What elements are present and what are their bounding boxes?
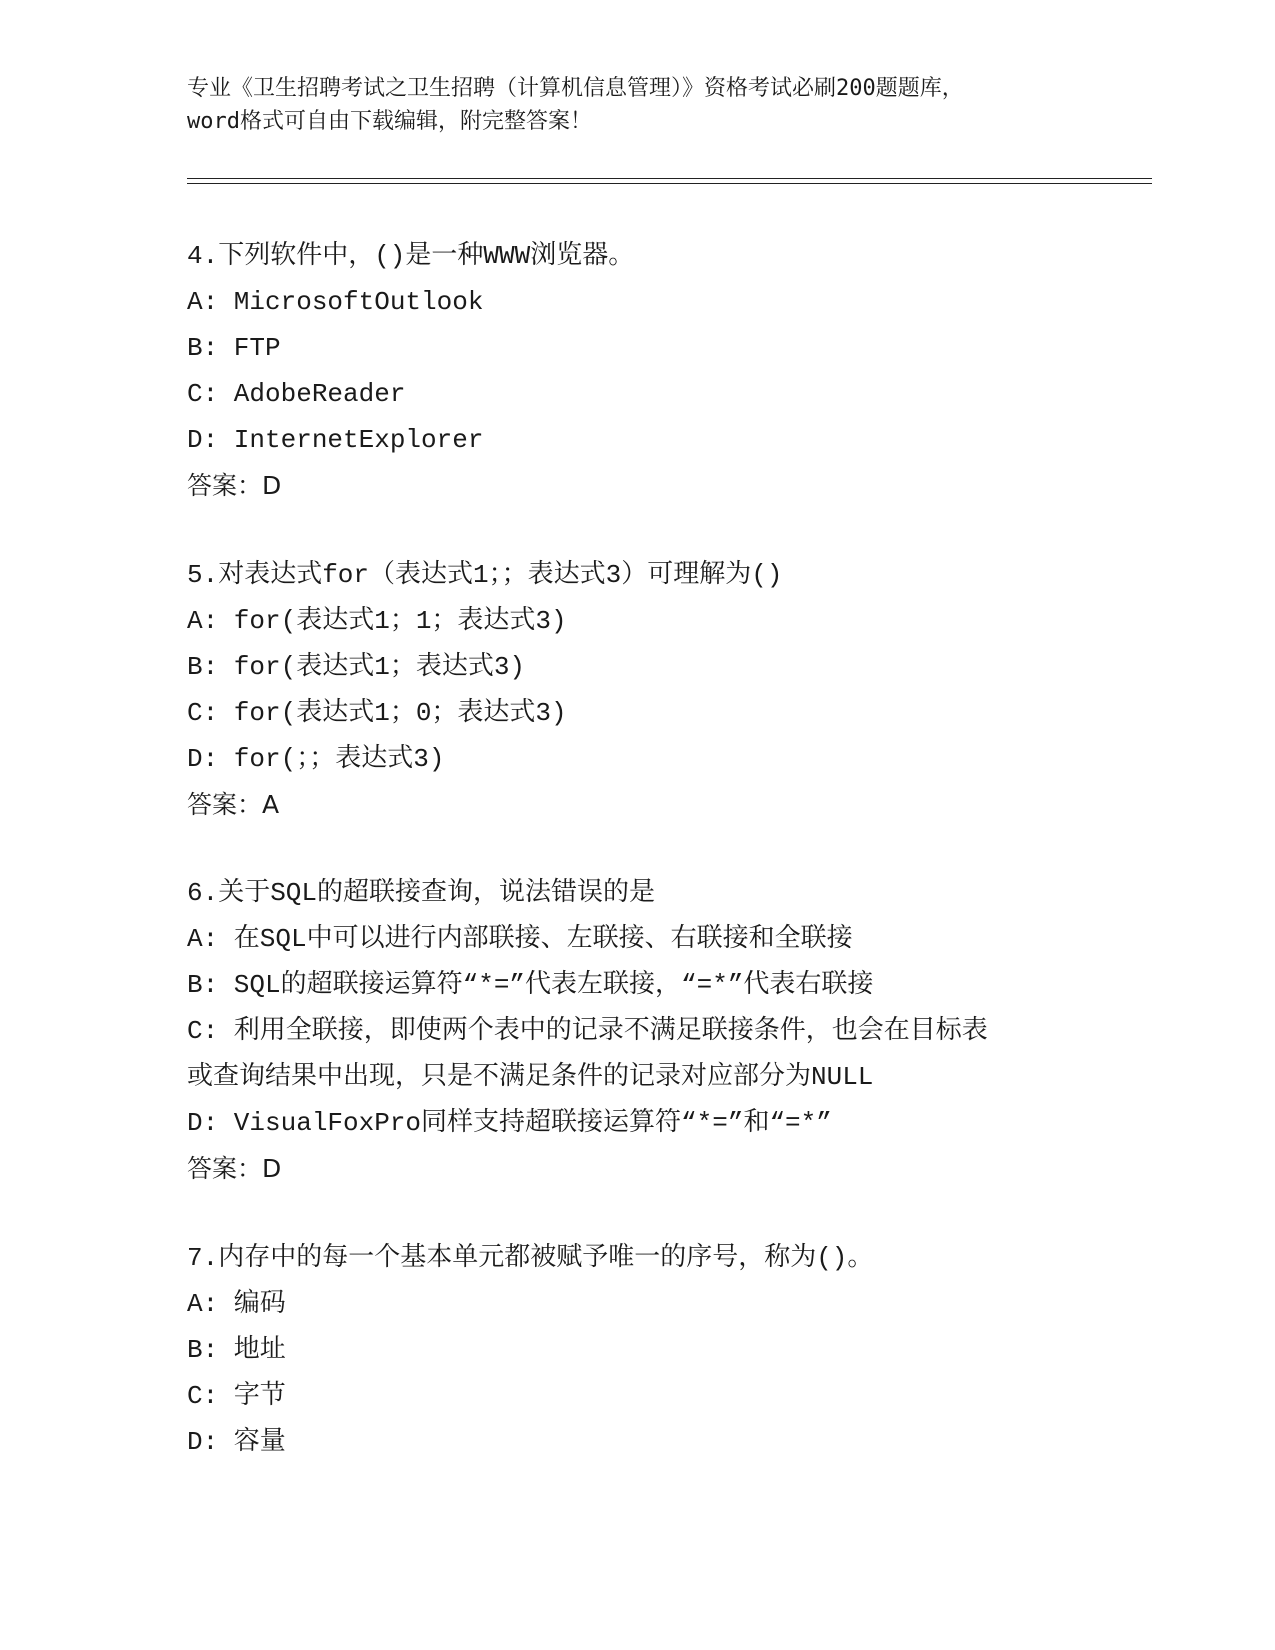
- question-stem: 7.内存中的每一个基本单元都被赋予唯一的序号，称为()。: [187, 1243, 874, 1273]
- option-b: B: FTP: [187, 333, 281, 363]
- option-b: B: 地址: [187, 1335, 286, 1365]
- option-c: C: for(表达式1；0；表达式3): [187, 698, 567, 728]
- option-d: D: InternetExplorer: [187, 425, 484, 455]
- question-stem: 6.关于SQL的超联接查询，说法错误的是: [187, 878, 656, 908]
- option-a: A: MicrosoftOutlook: [187, 287, 484, 317]
- question-4: [187, 233, 1147, 509]
- header-line-2: word格式可自由下载编辑，附完整答案！: [187, 109, 592, 134]
- answer-label: 答案：D: [187, 471, 282, 500]
- option-a: A: 在SQL中可以进行内部联接、左联接、右联接和全联接: [187, 924, 853, 954]
- option-c-continued: 或查询结果中出现，只是不满足条件的记录对应部分为NULL: [187, 1062, 874, 1092]
- document-header: [187, 72, 1087, 138]
- option-c: C: 字节: [187, 1381, 286, 1411]
- option-b: B: for(表达式1；表达式3): [187, 652, 526, 682]
- answer-label: 答案：D: [187, 1154, 282, 1183]
- option-d: D: 容量: [187, 1427, 286, 1457]
- question-stem: 5.对表达式for（表达式1；；表达式3）可理解为(): [187, 560, 783, 590]
- answer-label: 答案：A: [187, 790, 280, 819]
- option-a: A: 编码: [187, 1289, 286, 1319]
- header-divider-bottom: [187, 183, 1152, 184]
- question-stem: 4.下列软件中，()是一种WWW浏览器。: [187, 241, 635, 271]
- option-b: B: SQL的超联接运算符“*=”代表左联接，“=*”代表右联接: [187, 970, 874, 1000]
- option-c: C: AdobeReader: [187, 379, 406, 409]
- header-line-1: 专业《卫生招聘考试之卫生招聘（计算机信息管理）》资格考试必刷200题题库，: [187, 76, 964, 101]
- header-divider-top: [187, 178, 1152, 179]
- option-d: D: for(；；表达式3): [187, 744, 445, 774]
- option-a: A: for(表达式1；1；表达式3): [187, 606, 567, 636]
- question-7: [187, 1235, 1147, 1465]
- option-d: D: VisualFoxPro同样支持超联接运算符“*=”和“=*”: [187, 1108, 832, 1138]
- question-6: [187, 870, 1147, 1192]
- question-5: [187, 552, 1147, 828]
- option-c: C: 利用全联接，即使两个表中的记录不满足联接条件，也会在目标表: [187, 1016, 988, 1046]
